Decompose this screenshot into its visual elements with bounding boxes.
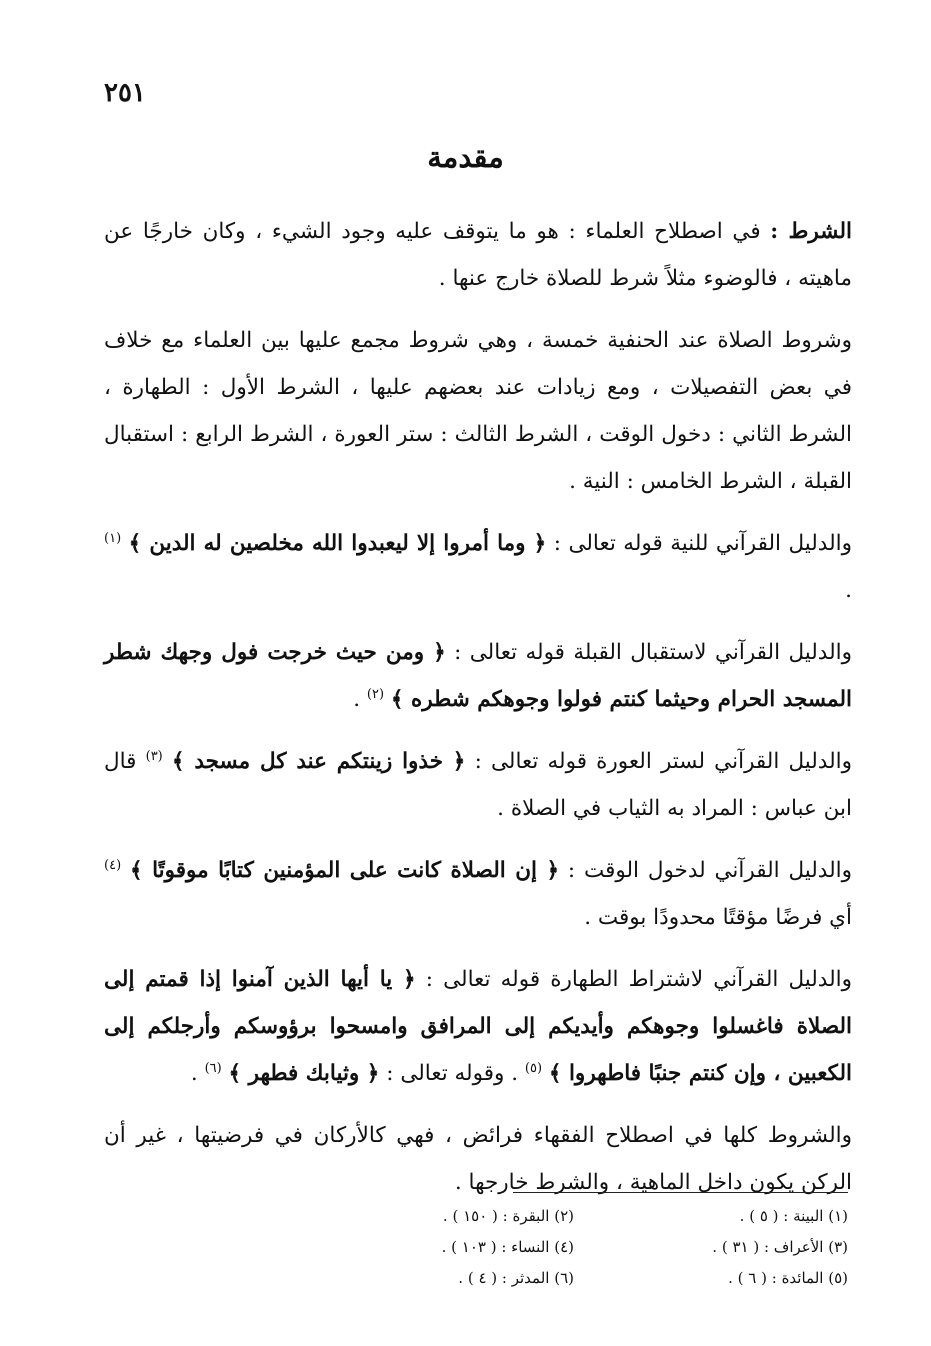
paragraph-awrah-evidence — [104, 738, 852, 832]
footnote: (٣) الأعراف : ( ٣١ ) . — [712, 1238, 848, 1256]
paragraph-definition — [104, 208, 852, 302]
paragraph-text: . — [190, 1061, 205, 1086]
quran-verse: ﴿ وما أمروا إلا ليعبدوا الله مخلصين له الدين ﴾ — [128, 531, 547, 556]
footnote: (٢) البقرة : ( ١٥٠ ) . — [442, 1207, 574, 1225]
footnote: (٦) المدثر : ( ٤ ) . — [458, 1269, 574, 1287]
footnote: (١) البينة : ( ٥ ) . — [739, 1207, 848, 1225]
footnote-ref: (١) — [104, 530, 122, 546]
footnote-ref: (٥) — [524, 1060, 543, 1076]
paragraph-purity-evidence — [104, 956, 852, 1097]
paragraph-text: والدليل القرآني لستر العورة قوله تعالى : — [465, 749, 852, 774]
paragraph-text: . — [845, 578, 852, 603]
body-text — [104, 208, 852, 1221]
footnote: (٤) النساء : ( ١٠٣ ) . — [441, 1238, 574, 1256]
paragraph-text: قال ابن عباس : المراد به الثياب في الصلاة . — [104, 749, 852, 821]
paragraph-time-evidence — [104, 847, 852, 941]
paragraph-text: . وقوله تعالى : — [379, 1061, 525, 1086]
quran-verse: ﴿ ومن حيث خرجت فول وجهك شطر المسجد الحرام وحيثما كنتم فولوا وجوهكم شطره ﴾ — [104, 640, 852, 712]
footnote-ref: (٣) — [145, 748, 163, 764]
paragraph-text: والدليل القرآني لاستقبال القبلة قوله تعالى : — [445, 640, 852, 665]
quran-verse: ﴿ يا أيها الذين آمنوا إذا قمتم إلى الصلاة فاغسلوا وجوهكم وأيديكم إلى المرافق وامسحوا برؤوسكم وأرجلكم إلى الكعبين ، وإن كنتم جنبًا فاطهروا ﴾ — [104, 967, 852, 1086]
paragraph-text: والدليل القرآني لدخول الوقت : — [559, 858, 852, 883]
paragraph-text: في اصطلاح العلماء : هو ما يتوقف عليه وجود الشيء ، وكان خارجًا عن ماهيته ، فالوضوء مثلاً شرط للصلاة خارج عنها . — [104, 219, 852, 291]
page-title: مقدمة — [427, 140, 504, 174]
footnote: (٥) المائدة : ( ٦ ) . — [728, 1269, 848, 1287]
quran-verse: ﴿ وثيابك فطهر ﴾ — [228, 1061, 380, 1086]
paragraph-conditions — [104, 317, 852, 505]
quran-verse: ﴿ خذوا زينتكم عند كل مسجد ﴾ — [171, 749, 466, 774]
footnote-ref: (٦) — [204, 1060, 222, 1076]
footnotes — [300, 1203, 848, 1292]
paragraph-text: . — [353, 687, 367, 712]
paragraph-text: والدليل القرآني لاشتراط الطهارة قوله تعالى : — [415, 967, 852, 992]
footnote-divider — [513, 1192, 848, 1193]
footnote-ref: (٢) — [366, 686, 385, 702]
paragraph-qibla-evidence — [104, 629, 852, 723]
paragraph-text: أي فرضًا مؤقتًا محدودًا بوقت . — [584, 905, 852, 930]
paragraph-intention-evidence — [104, 520, 852, 614]
quran-verse: ﴿ إن الصلاة كانت على المؤمنين كتابًا موقوتًا ﴾ — [129, 858, 560, 883]
paragraph-text: والدليل القرآني للنية قوله تعالى : — [546, 531, 852, 556]
term-label: الشرط : — [770, 219, 852, 244]
paragraph-text: وشروط الصلاة عند الحنفية خمسة ، وهي شروط مجمع عليها بين العلماء مع خلاف في بعض التفصيلات ، ومع زيادات عند بعضهم عليها ، الشرط الأول : الطهارة ، الشرط الثاني : دخول الوقت ، الشرط الثالث : ستر العورة ، الشرط الرابع : استقبال القبلة ، الشرط الخامس : النية . — [104, 328, 852, 494]
paragraph-text: والشروط كلها في اصطلاح الفقهاء فرائض ، فهي كالأركان في فرضيتها ، غير أن الركن يكون داخل الماهية ، والشرط خارجها . — [104, 1123, 852, 1195]
footnote-ref: (٤) — [104, 857, 122, 873]
page-number: ٢٥١ — [104, 78, 146, 108]
